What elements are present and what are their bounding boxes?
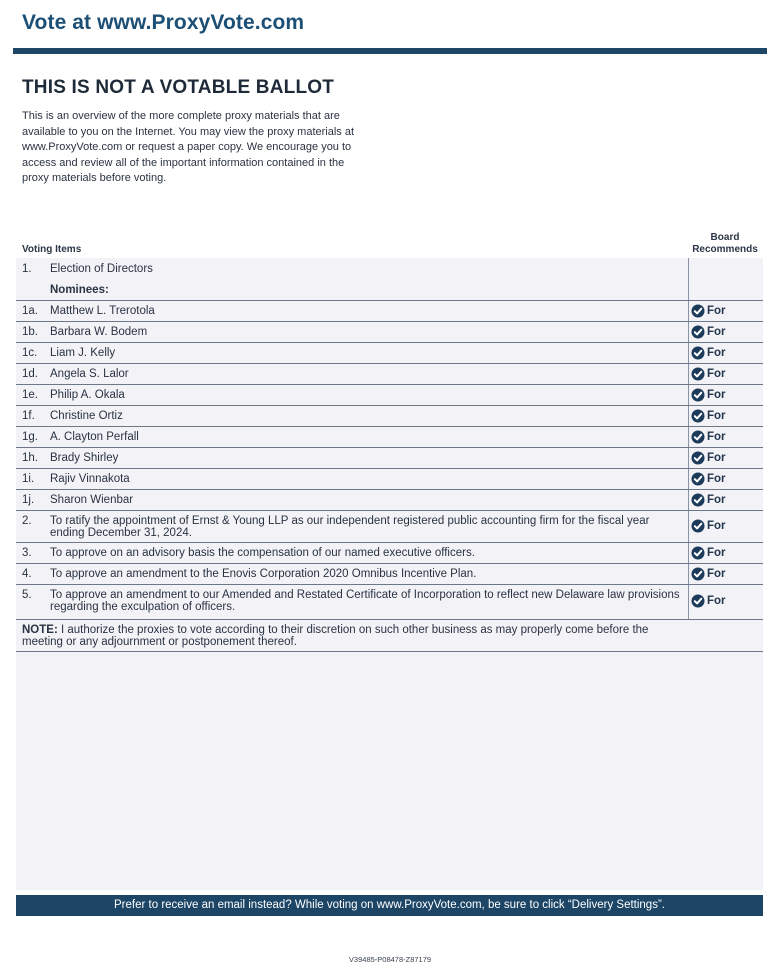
table-row <box>16 469 763 490</box>
header-rule <box>13 48 767 54</box>
check-circle-icon <box>691 430 705 444</box>
item-number: 1a. <box>22 305 38 317</box>
nominees-label: Nominees: <box>50 284 109 296</box>
recommendation <box>691 567 726 581</box>
table-row <box>16 490 763 511</box>
recommendation-label: For <box>707 431 726 443</box>
table-row <box>16 585 763 620</box>
recommendation-label: For <box>707 326 726 338</box>
check-circle-icon <box>691 346 705 360</box>
table-row <box>16 301 763 322</box>
divider <box>16 651 763 652</box>
document-code: V39485-P08478-Z87179 <box>348 955 432 964</box>
recommendation-label: For <box>707 347 726 359</box>
item-text: To ratify the appointment of Ernst & Young LLP as our independent registered public accounting firm for the fiscal year ending December 31, 2024. <box>50 515 650 539</box>
table-row <box>16 543 763 564</box>
recommendation-label: For <box>707 305 726 317</box>
item-number: 1d. <box>22 368 38 380</box>
recommendation-label: For <box>707 568 726 580</box>
item-text: Election of Directors <box>50 263 153 275</box>
recommendation <box>691 367 726 381</box>
header <box>0 0 780 50</box>
recommendation-label: For <box>707 473 726 485</box>
item-text: Angela S. Lalor <box>50 368 129 380</box>
recommendation <box>691 388 726 402</box>
item-text: A. Clayton Perfall <box>50 431 139 443</box>
item-number: 1g. <box>22 431 38 443</box>
recommendation <box>691 409 726 423</box>
recommendation <box>691 325 726 339</box>
note-label: NOTE: <box>22 624 58 636</box>
recommendation-label: For <box>707 595 726 607</box>
recommendation <box>691 472 726 486</box>
item-text: Liam J. Kelly <box>50 347 116 359</box>
item-text: Matthew L. Trerotola <box>50 305 155 317</box>
item-number: 4. <box>22 568 32 580</box>
check-circle-icon <box>691 519 705 533</box>
item-number: 3. <box>22 547 32 559</box>
ballot-title: THIS IS NOT A VOTABLE BALLOT <box>22 77 335 98</box>
item-number: 2. <box>22 515 32 527</box>
note <box>22 624 682 648</box>
delivery-settings-banner: Prefer to receive an email instead? While voting on www.ProxyVote.com, be sure to click “Delivery Settings”. <box>16 895 763 916</box>
recommendation-label: For <box>707 547 726 559</box>
item-text: Rajiv Vinnakota <box>50 473 130 485</box>
check-circle-icon <box>691 325 705 339</box>
intro-paragraph: This is an overview of the more complete proxy materials that are available to you on the Internet. You may view the proxy materials at www.ProxyVote.com or request a paper copy. We encourage you to access and review all of the important information contained in the proxy materials before voting. <box>22 110 355 185</box>
recommendation-label: For <box>707 452 726 464</box>
recommendation-label: For <box>707 520 726 532</box>
recommendation <box>691 451 726 465</box>
check-circle-icon <box>691 493 705 507</box>
check-circle-icon <box>691 472 705 486</box>
recommendation-label: For <box>707 389 726 401</box>
item-text: Sharon Wienbar <box>50 494 134 506</box>
header-title[interactable]: Vote at www.ProxyVote.com <box>22 11 305 34</box>
note-text: I authorize the proxies to vote according to their discretion on such other business as may properly come before the meeting or any adjournment or postponement thereof. <box>22 624 649 648</box>
item-number: 1c. <box>22 347 38 359</box>
item-text: Brady Shirley <box>50 452 119 464</box>
table-row <box>16 385 763 406</box>
recommendation-label: For <box>707 410 726 422</box>
item-text: To approve an amendment to our Amended and Restated Certificate of Incorporation to reflect new Delaware law provisions regarding the exculpation of officers. <box>50 589 680 613</box>
item-number: 1i. <box>22 473 35 485</box>
table-row <box>16 258 763 279</box>
check-circle-icon <box>691 546 705 560</box>
check-circle-icon <box>691 367 705 381</box>
check-circle-icon <box>691 388 705 402</box>
recommendation <box>691 430 726 444</box>
item-number: 5. <box>22 589 32 601</box>
recommendation-label: For <box>707 368 726 380</box>
check-circle-icon <box>691 594 705 608</box>
table-row <box>16 279 763 301</box>
item-number: 1e. <box>22 389 38 401</box>
item-number: 1j. <box>22 494 35 506</box>
item-text: Barbara W. Bodem <box>50 326 148 338</box>
recommendation <box>691 493 726 507</box>
item-number: 1. <box>22 263 32 275</box>
item-text: Christine Ortiz <box>50 410 123 422</box>
check-circle-icon <box>691 451 705 465</box>
item-text: To approve on an advisory basis the compensation of our named executive officers. <box>50 547 475 559</box>
table-row <box>16 322 763 343</box>
table-row <box>16 564 763 585</box>
item-text: To approve an amendment to the Enovis Corporation 2020 Omnibus Incentive Plan. <box>50 568 477 580</box>
item-number: 1f. <box>22 410 35 422</box>
item-number: 1h. <box>22 452 38 464</box>
recommendation <box>691 304 726 318</box>
check-circle-icon <box>691 409 705 423</box>
table-row <box>16 364 763 385</box>
voting-items-header: Voting Items <box>22 244 82 255</box>
item-text: Philip A. Okala <box>50 389 125 401</box>
table-row <box>16 511 763 543</box>
check-circle-icon <box>691 304 705 318</box>
recommendation <box>691 346 726 360</box>
recommendation-label: For <box>707 494 726 506</box>
board-recommends-header: Board Recommends <box>692 232 758 255</box>
table-row <box>16 427 763 448</box>
table-row <box>16 406 763 427</box>
recommendation <box>691 546 726 560</box>
table-row <box>16 343 763 364</box>
recommendation <box>691 519 726 533</box>
check-circle-icon <box>691 567 705 581</box>
recommendation <box>691 594 726 608</box>
table-row <box>16 448 763 469</box>
item-number: 1b. <box>22 326 38 338</box>
